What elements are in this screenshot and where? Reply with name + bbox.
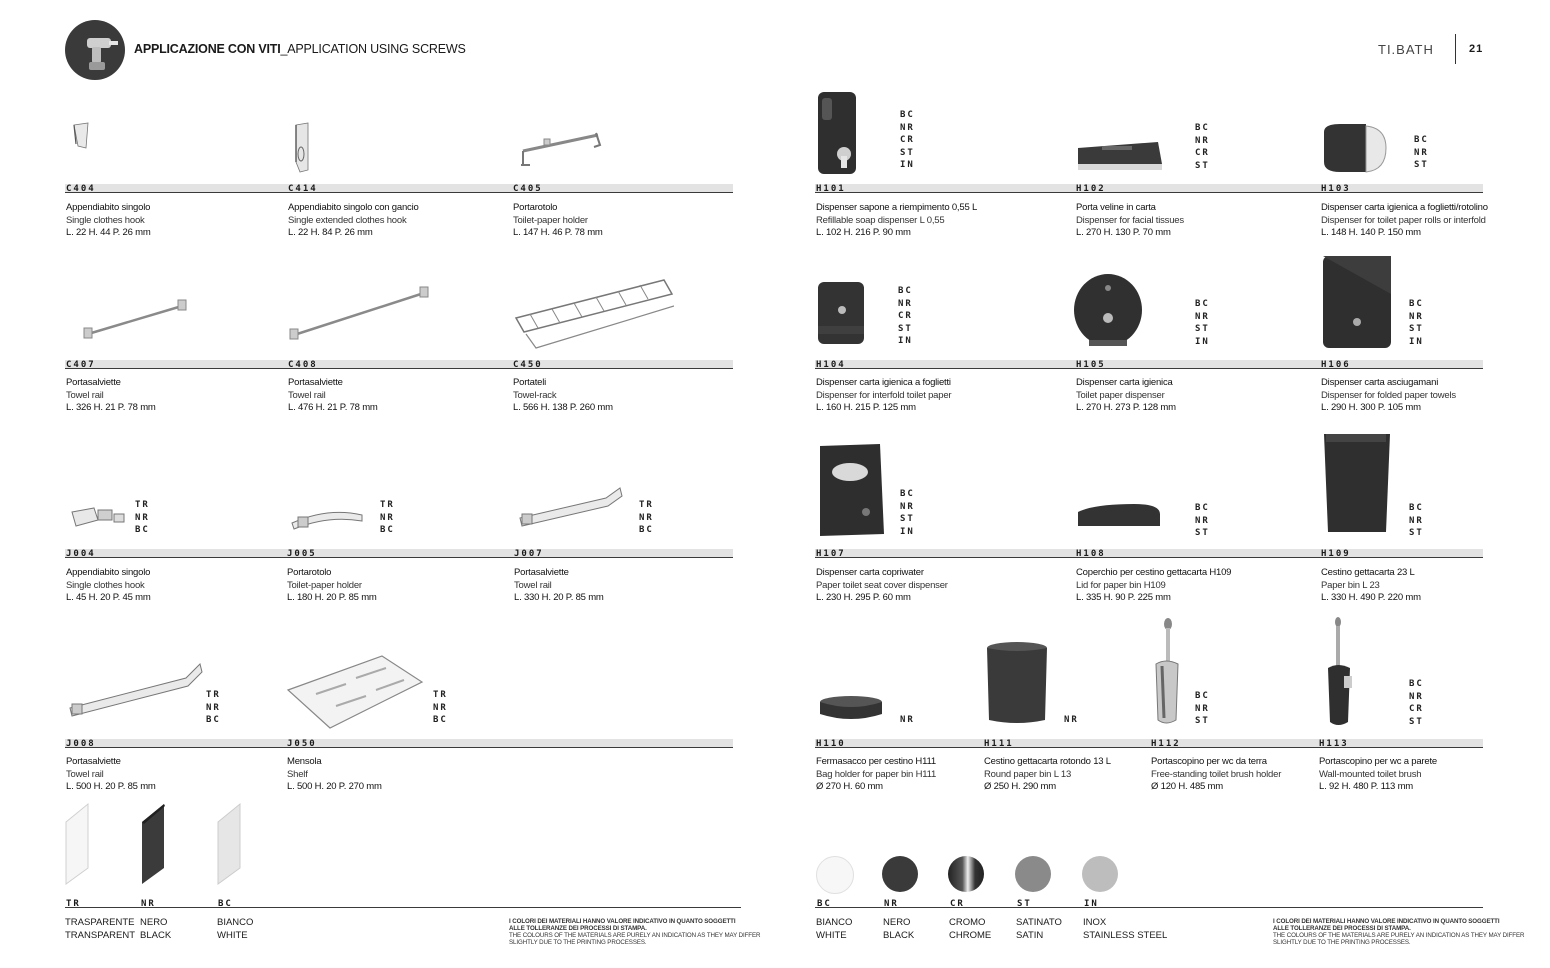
color-disclaimer: I COLORI DEI MATERIALI HANNO VALORE INDICATIVO IN QUANTO SOGGETTI ALLE TOLLERANZE DEI PROCESSI DI STAMPA. THE COLOURS OF THE MATERIALS ARE PURELY AN INDICATION AS THEY MAY DIFFER SLIGHTLY DUE TO THE PRINTING PROCESSES.	[509, 918, 761, 946]
product-info: Portateli Towel-rack L. 566 H. 138 P. 260 mm	[513, 377, 613, 413]
swatch-label: CROMO CHROME	[949, 917, 992, 941]
product-info: Portarotolo Toilet-paper holder L. 180 H. 20 P. 85 mm	[287, 567, 377, 603]
product-code: J008	[66, 739, 96, 749]
seat-cover-dispenser-image	[816, 442, 888, 538]
swatch-code: IN	[1084, 899, 1099, 909]
code-bar	[65, 739, 733, 748]
product-info: Cestino gettacarta rotondo 13 L Round paper bin L 13 Ø 250 H. 290 mm	[984, 756, 1111, 792]
swatch-code: BC	[218, 899, 233, 909]
product-info: Dispenser carta asciugamani Dispenser for folded paper towels L. 290 H. 300 P. 105 mm	[1321, 377, 1456, 413]
shelf-image	[286, 654, 426, 734]
product-info: Appendiabito singolo con gancio Single extended clothes hook L. 22 H. 84 P. 26 mm	[288, 202, 419, 238]
product-info: Dispenser carta igienica a foglietti/rotolino Dispenser for toilet paper rolls or interfold L. 148 H. 140 P. 150 mm	[1321, 202, 1488, 238]
page-title: APPLICAZIONE CON VITI_APPLICATION USING SCREWS	[134, 42, 466, 56]
bin-lid-image	[1074, 500, 1164, 532]
towel-rack-image	[514, 276, 674, 352]
product-info: Portasalviette Towel rail L. 326 H. 21 P. 78 mm	[66, 377, 156, 413]
product-info: Portasalviette Towel rail L. 476 H. 21 P. 78 mm	[288, 377, 378, 413]
product-info: Portarotolo Toilet-paper holder L. 147 H. 46 P. 78 mm	[513, 202, 603, 238]
product-code: H106	[1321, 360, 1351, 370]
product-code: J005	[287, 549, 317, 559]
product-info: Mensola Shelf L. 500 H. 20 P. 270 mm	[287, 756, 382, 792]
finish-list: TR NR BC	[135, 500, 150, 536]
product-code: H104	[816, 360, 846, 370]
product-info: Dispenser carta copriwater Paper toilet seat cover dispenser L. 230 H. 295 P. 60 mm	[816, 567, 948, 603]
product-info: Fermasacco per cestino H111 Bag holder for paper bin H111 Ø 270 H. 60 mm	[816, 756, 937, 792]
finish-list: NR	[900, 715, 915, 725]
single-hook-image	[68, 500, 128, 532]
toilet-paper-dispenser-image	[1071, 270, 1145, 350]
towel-rail-image	[288, 283, 433, 343]
product-code: J050	[287, 739, 317, 749]
product-info: Dispenser sapone a riempimento 0,55 L Refillable soap dispenser L 0,55 L. 102 H. 216 P. 90 mm	[816, 202, 978, 238]
swatch-code: NR	[141, 899, 156, 909]
tissue-dispenser-image	[1074, 138, 1166, 172]
swatch-bar	[65, 899, 741, 908]
finish-list: TR NR BC	[380, 500, 395, 536]
header-divider	[1455, 34, 1456, 64]
product-info: Cestino gettacarta 23 L Paper bin L 23 L. 330 H. 490 P. 220 mm	[1321, 567, 1421, 603]
swatch-satin	[1015, 856, 1051, 892]
clothes-hook-image	[68, 122, 94, 152]
product-code: H107	[816, 549, 846, 559]
product-code: H108	[1076, 549, 1106, 559]
product-code: H102	[1076, 184, 1106, 194]
wall-toilet-brush-image	[1322, 616, 1358, 730]
product-info: Appendiabito singolo Single clothes hook L. 45 H. 20 P. 45 mm	[66, 567, 151, 603]
product-info: Portasalviette Towel rail L. 330 H. 20 P. 85 mm	[514, 567, 604, 603]
page-number: 21	[1469, 43, 1484, 55]
swatch-black	[140, 802, 168, 886]
floor-toilet-brush-image	[1146, 616, 1186, 728]
swatch-bar	[815, 899, 1483, 908]
paper-bin-image	[1322, 432, 1392, 536]
code-bar	[815, 184, 1483, 193]
swatch-label: BIANCO WHITE	[816, 917, 853, 941]
product-code: C414	[288, 184, 318, 194]
brand-logo: TI.BATH	[1378, 42, 1434, 57]
product-code: C408	[288, 360, 318, 370]
code-bar	[65, 549, 733, 558]
finish-list: BC NR CR ST IN	[898, 286, 913, 347]
toilet-roll-dispenser-image	[1320, 122, 1390, 176]
product-code: H113	[1319, 739, 1349, 749]
product-code: C450	[513, 360, 543, 370]
product-code: C404	[66, 184, 96, 194]
product-code: C407	[66, 360, 96, 370]
swatch-code: TR	[66, 899, 81, 909]
code-bar	[65, 360, 733, 369]
product-code: H103	[1321, 184, 1351, 194]
towel-rail-image	[516, 484, 626, 530]
code-bar	[815, 739, 1483, 748]
finish-list: BC NR ST IN	[900, 489, 915, 537]
product-info: Dispenser carta igienica Toilet paper dispenser L. 270 H. 273 P. 128 mm	[1076, 377, 1176, 413]
swatch-label: NERO BLACK	[140, 917, 172, 941]
swatch-stainless	[1082, 856, 1118, 892]
paper-holder-image	[288, 505, 368, 533]
product-code: C405	[513, 184, 543, 194]
product-code: H110	[816, 739, 846, 749]
swatch-code: CR	[950, 899, 965, 909]
swatch-chrome	[948, 856, 984, 892]
product-code: H112	[1151, 739, 1181, 749]
swatch-black	[882, 856, 918, 892]
swatch-label: BIANCO WHITE	[217, 917, 254, 941]
swatch-code: NR	[884, 899, 899, 909]
finish-list: BC NR CR ST	[1195, 123, 1210, 171]
product-info: Portascopino per wc a parete Wall-mounted toilet brush L. 92 H. 480 P. 113 mm	[1319, 756, 1437, 792]
product-info: Dispenser carta igienica a foglietti Dispenser for interfold toilet paper L. 160 H. 215 P. 125 mm	[816, 377, 952, 413]
finish-list: BC NR ST	[1195, 503, 1210, 539]
finish-list: TR NR BC	[639, 500, 654, 536]
finish-list: BC NR CR ST IN	[900, 110, 915, 171]
finish-list: BC NR CR ST	[1409, 679, 1424, 727]
code-bar	[815, 549, 1483, 558]
finish-list: BC NR ST IN	[1195, 299, 1210, 347]
finish-list: BC NR ST	[1414, 135, 1429, 171]
product-code: H111	[984, 739, 1014, 749]
finish-list: TR NR BC	[433, 690, 448, 726]
soap-dispenser-image	[816, 90, 860, 176]
product-code: H105	[1076, 360, 1106, 370]
swatch-code: ST	[1017, 899, 1032, 909]
product-code: H109	[1321, 549, 1351, 559]
swatch-label: INOX STAINLESS STEEL	[1083, 917, 1168, 941]
swatch-code: BC	[817, 899, 832, 909]
product-code: J007	[514, 549, 544, 559]
finish-list: BC NR ST	[1409, 503, 1424, 539]
product-info: Portascopino per wc da terra Free-standing toilet brush holder Ø 120 H. 485 mm	[1151, 756, 1282, 792]
code-bar	[65, 184, 733, 193]
product-info: Porta veline in carta Dispenser for facial tissues L. 270 H. 130 P. 70 mm	[1076, 202, 1184, 238]
swatch-label: TRASPARENTE TRANSPARENT	[65, 917, 136, 941]
product-code: H101	[816, 184, 846, 194]
toilet-paper-holder-image	[518, 127, 606, 169]
finish-list: BC NR ST IN	[1409, 299, 1424, 347]
swatch-white	[816, 856, 854, 894]
swatch-label: NERO BLACK	[883, 917, 915, 941]
product-info: Portasalviette Towel rail L. 500 H. 20 P. 85 mm	[66, 756, 156, 792]
extended-hook-image	[288, 122, 314, 174]
drill-icon	[65, 20, 125, 80]
interfold-dispenser-image	[816, 280, 866, 346]
round-bin-image	[985, 640, 1049, 726]
finish-list: TR NR BC	[206, 690, 221, 726]
swatch-white	[216, 802, 244, 886]
product-info: Appendiabito singolo Single clothes hook L. 22 H. 44 P. 26 mm	[66, 202, 151, 238]
swatch-transparent	[64, 802, 92, 886]
color-disclaimer: I COLORI DEI MATERIALI HANNO VALORE INDICATIVO IN QUANTO SOGGETTI ALLE TOLLERANZE DEI PROCESSI DI STAMPA. THE COLOURS OF THE MATERIALS ARE PURELY AN INDICATION AS THEY MAY DIFFER SLIGHTLY DUE TO THE PRINTING PROCESSES.	[1273, 918, 1525, 946]
product-info: Coperchio per cestino gettacarta H109 Lid for paper bin H109 L. 335 H. 90 P. 225 mm	[1076, 567, 1232, 603]
bag-holder-image	[818, 692, 884, 724]
code-bar	[815, 360, 1483, 369]
finish-list: NR	[1064, 715, 1079, 725]
product-code: J004	[66, 549, 96, 559]
towel-rail-image	[82, 296, 192, 342]
finish-list: BC NR ST	[1195, 691, 1210, 727]
paper-towel-dispenser-image	[1321, 254, 1393, 350]
swatch-label: SATINATO SATIN	[1016, 917, 1062, 941]
towel-rail-image	[66, 660, 206, 720]
